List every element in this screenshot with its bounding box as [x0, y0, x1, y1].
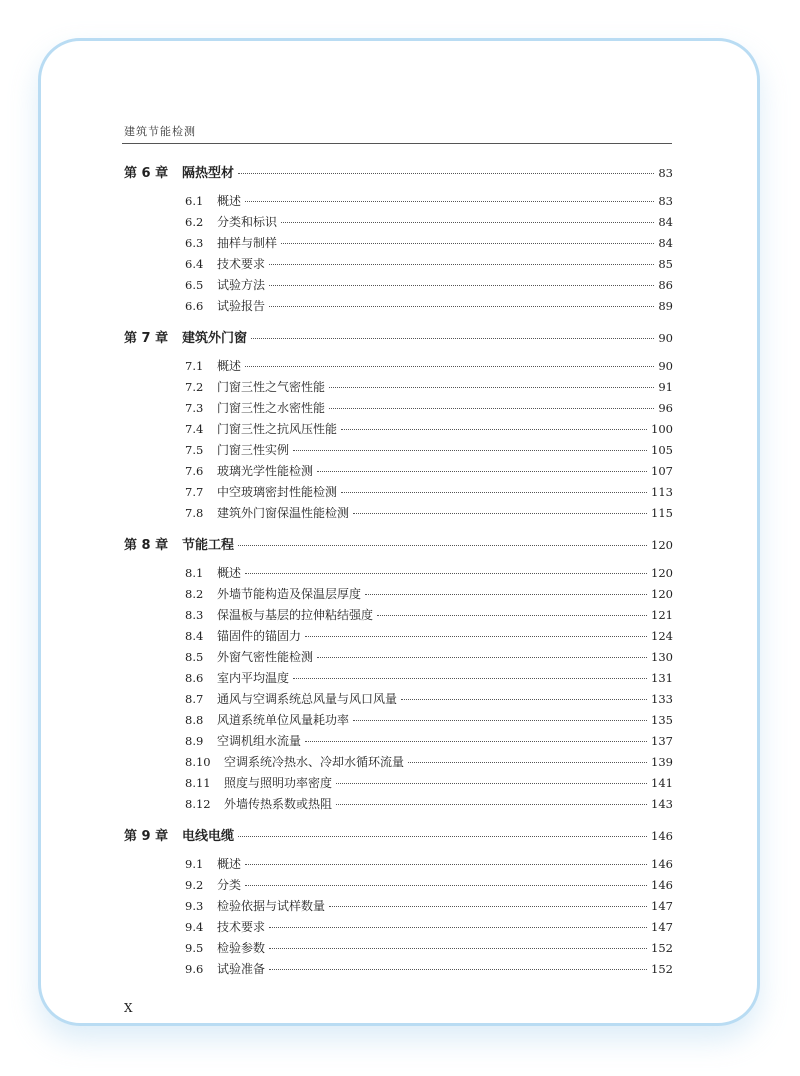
page-number: 120 [651, 538, 673, 552]
page-number: 90 [658, 331, 673, 345]
dot-leader [269, 285, 654, 286]
section-number: 7.1 [185, 359, 204, 373]
toc-section-entry[interactable] [124, 483, 673, 504]
chapter-title: 隔热型材 [182, 166, 235, 181]
toc-section-entry[interactable] [124, 897, 673, 918]
toc-chapter-entry[interactable] [124, 825, 673, 846]
section-title: 概述 [217, 857, 242, 871]
section-number: 9.1 [185, 857, 204, 871]
toc-section-entry[interactable] [124, 255, 673, 276]
dot-leader [329, 408, 654, 409]
section-title: 技术要求 [217, 257, 266, 271]
toc-section-entry[interactable] [124, 234, 673, 255]
page-number: 91 [658, 380, 673, 394]
toc-section-entry[interactable] [124, 918, 673, 939]
section-title: 空调机组水流量 [217, 734, 302, 748]
section-number: 8.3 [185, 608, 204, 622]
section-number: 8.5 [185, 650, 204, 664]
section-number: 6.3 [185, 236, 204, 250]
section-number: 7.5 [185, 443, 204, 457]
toc-section-entry[interactable] [124, 441, 673, 462]
section-number: 8.6 [185, 671, 204, 685]
page-number: 146 [651, 829, 673, 843]
section-title: 抽样与制样 [217, 236, 278, 250]
page-folio: X [124, 1001, 133, 1015]
dot-leader [238, 545, 647, 546]
page-number: 130 [651, 650, 673, 664]
running-head: 建筑节能检测 [124, 125, 196, 138]
section-title: 通风与空调系统总风量与风口风量 [217, 692, 398, 706]
toc-chapter-entry[interactable] [124, 327, 673, 348]
section-title: 门窗三性实例 [217, 443, 290, 457]
dot-leader [329, 906, 647, 907]
section-title: 试验报告 [217, 299, 266, 313]
toc-section-entry[interactable] [124, 876, 673, 897]
section-title: 室内平均温度 [217, 671, 290, 685]
page-number: 141 [651, 776, 673, 790]
toc-section-entry[interactable] [124, 774, 673, 795]
section-title: 技术要求 [217, 920, 266, 934]
toc-section-entry[interactable] [124, 399, 673, 420]
page-number: 90 [658, 359, 673, 373]
section-title: 概述 [217, 194, 242, 208]
section-number: 7.2 [185, 380, 204, 394]
chapter-number: 第 6 章 [124, 166, 169, 181]
section-title: 概述 [217, 566, 242, 580]
section-number: 8.4 [185, 629, 204, 643]
section-title: 分类和标识 [217, 215, 278, 229]
section-number: 9.5 [185, 941, 204, 955]
dot-leader [245, 201, 654, 202]
toc-section-entry[interactable] [124, 960, 673, 981]
page-number: 139 [651, 755, 673, 769]
dot-leader [341, 492, 647, 493]
dot-leader [269, 306, 654, 307]
chapter-title: 节能工程 [182, 538, 235, 553]
section-list [124, 192, 673, 318]
section-number: 9.2 [185, 878, 204, 892]
page-number: 121 [651, 608, 673, 622]
section-number: 7.7 [185, 485, 204, 499]
toc-section-entry[interactable] [124, 648, 673, 669]
toc-section-entry[interactable] [124, 276, 673, 297]
dot-leader [341, 429, 647, 430]
page-number: 146 [651, 878, 673, 892]
dot-leader [305, 636, 647, 637]
section-title: 门窗三性之抗风压性能 [217, 422, 338, 436]
section-title: 概述 [217, 359, 242, 373]
toc-section-entry[interactable] [124, 606, 673, 627]
dot-leader [269, 948, 647, 949]
section-number: 8.10 [185, 755, 211, 769]
section-number: 8.12 [185, 797, 211, 811]
page-number: 86 [658, 278, 673, 292]
dot-leader [336, 783, 647, 784]
page-number: 96 [658, 401, 673, 415]
toc-section-entry[interactable] [124, 192, 673, 213]
dot-leader [329, 387, 654, 388]
page-number: 84 [658, 215, 673, 229]
section-number: 9.3 [185, 899, 204, 913]
toc-chapter-entry[interactable] [124, 162, 673, 183]
dot-leader [293, 450, 647, 451]
dot-leader [251, 338, 654, 339]
dot-leader [377, 615, 647, 616]
toc-section-entry[interactable] [124, 732, 673, 753]
page-number: 100 [651, 422, 673, 436]
page-number: 107 [651, 464, 673, 478]
dot-leader [401, 699, 647, 700]
section-number: 7.3 [185, 401, 204, 415]
section-title: 中空玻璃密封性能检测 [217, 485, 338, 499]
section-number: 8.11 [185, 776, 211, 790]
section-title: 检验依据与试样数量 [217, 899, 326, 913]
page-number: 124 [651, 629, 673, 643]
section-number: 6.2 [185, 215, 204, 229]
dot-leader [293, 678, 647, 679]
toc-section-entry[interactable] [124, 711, 673, 732]
dot-leader [408, 762, 647, 763]
page-number: 120 [651, 566, 673, 580]
section-number: 7.6 [185, 464, 204, 478]
page-number: 115 [651, 506, 673, 520]
page-number: 113 [651, 485, 673, 499]
page-number: 147 [651, 899, 673, 913]
dot-leader [238, 173, 654, 174]
section-number: 6.1 [185, 194, 204, 208]
dot-leader [317, 471, 647, 472]
section-title: 门窗三性之气密性能 [217, 380, 326, 394]
section-number: 8.9 [185, 734, 204, 748]
toc-section-entry[interactable] [124, 855, 673, 876]
section-title: 试验准备 [217, 962, 266, 976]
section-number: 6.6 [185, 299, 204, 313]
toc-section-entry[interactable] [124, 690, 673, 711]
chapter-title: 电线电缆 [182, 829, 235, 844]
section-number: 6.5 [185, 278, 204, 292]
section-title: 保温板与基层的拉伸粘结强度 [217, 608, 374, 622]
toc-section-entry[interactable] [124, 939, 673, 960]
section-number: 7.4 [185, 422, 204, 436]
section-title: 空调系统冷热水、冷却水循环流量 [224, 755, 405, 769]
page-number: 147 [651, 920, 673, 934]
section-title: 门窗三性之水密性能 [217, 401, 326, 415]
dot-leader [245, 885, 647, 886]
dot-leader [245, 573, 647, 574]
page-number: 83 [658, 166, 673, 180]
section-list [124, 855, 673, 981]
section-number: 6.4 [185, 257, 204, 271]
toc-section-entry[interactable] [124, 585, 673, 606]
toc-section-entry[interactable] [124, 378, 673, 399]
page-number: 146 [651, 857, 673, 871]
section-number: 8.8 [185, 713, 204, 727]
page-number: 84 [658, 236, 673, 250]
dot-leader [353, 720, 647, 721]
chapter-number: 第 8 章 [124, 538, 169, 553]
toc-section-entry[interactable] [124, 669, 673, 690]
chapter-title: 建筑外门窗 [182, 331, 248, 346]
toc-section-entry[interactable] [124, 357, 673, 378]
page-number: 152 [651, 941, 673, 955]
section-title: 外窗气密性能检测 [217, 650, 314, 664]
toc-chapter-entry[interactable] [124, 534, 673, 555]
chapter-number: 第 7 章 [124, 331, 169, 346]
page-number: 133 [651, 692, 673, 706]
chapter-number: 第 9 章 [124, 829, 169, 844]
section-title: 照度与照明功率密度 [224, 776, 333, 790]
section-title: 锚固件的锚固力 [217, 629, 302, 643]
dot-leader [317, 657, 647, 658]
section-title: 外墙传热系数或热阻 [224, 797, 333, 811]
toc-section-entry[interactable] [124, 627, 673, 648]
dot-leader [281, 243, 654, 244]
section-title: 试验方法 [217, 278, 266, 292]
dot-leader [238, 836, 647, 837]
table-of-contents [124, 162, 673, 981]
toc-section-entry[interactable] [124, 504, 673, 525]
section-number: 8.2 [185, 587, 204, 601]
page-number: 131 [651, 671, 673, 685]
page-number: 137 [651, 734, 673, 748]
dot-leader [269, 927, 647, 928]
dot-leader [353, 513, 647, 514]
toc-section-entry[interactable] [124, 420, 673, 441]
page-number: 152 [651, 962, 673, 976]
section-title: 风道系统单位风量耗功率 [217, 713, 350, 727]
page-number: 83 [658, 194, 673, 208]
page-number: 143 [651, 797, 673, 811]
section-number: 8.1 [185, 566, 204, 580]
section-number: 9.4 [185, 920, 204, 934]
dot-leader [336, 804, 647, 805]
section-number: 7.8 [185, 506, 204, 520]
page-number: 105 [651, 443, 673, 457]
section-list [124, 564, 673, 816]
page-number: 89 [658, 299, 673, 313]
page-number: 85 [658, 257, 673, 271]
dot-leader [281, 222, 654, 223]
dot-leader [245, 864, 647, 865]
section-number: 8.7 [185, 692, 204, 706]
toc-section-entry[interactable] [124, 795, 673, 816]
header-rule [122, 143, 672, 144]
page-number: 135 [651, 713, 673, 727]
dot-leader [305, 741, 647, 742]
section-title: 分类 [217, 878, 242, 892]
toc-section-entry[interactable] [124, 462, 673, 483]
toc-section-entry[interactable] [124, 753, 673, 774]
section-title: 检验参数 [217, 941, 266, 955]
dot-leader [269, 969, 647, 970]
dot-leader [365, 594, 647, 595]
section-title: 玻璃光学性能检测 [217, 464, 314, 478]
section-title: 建筑外门窗保温性能检测 [217, 506, 350, 520]
page-number: 120 [651, 587, 673, 601]
section-number: 9.6 [185, 962, 204, 976]
toc-section-entry[interactable] [124, 564, 673, 585]
dot-leader [269, 264, 654, 265]
toc-section-entry[interactable] [124, 297, 673, 318]
section-title: 外墙节能构造及保温层厚度 [217, 587, 362, 601]
toc-section-entry[interactable] [124, 213, 673, 234]
section-list [124, 357, 673, 525]
dot-leader [245, 366, 654, 367]
